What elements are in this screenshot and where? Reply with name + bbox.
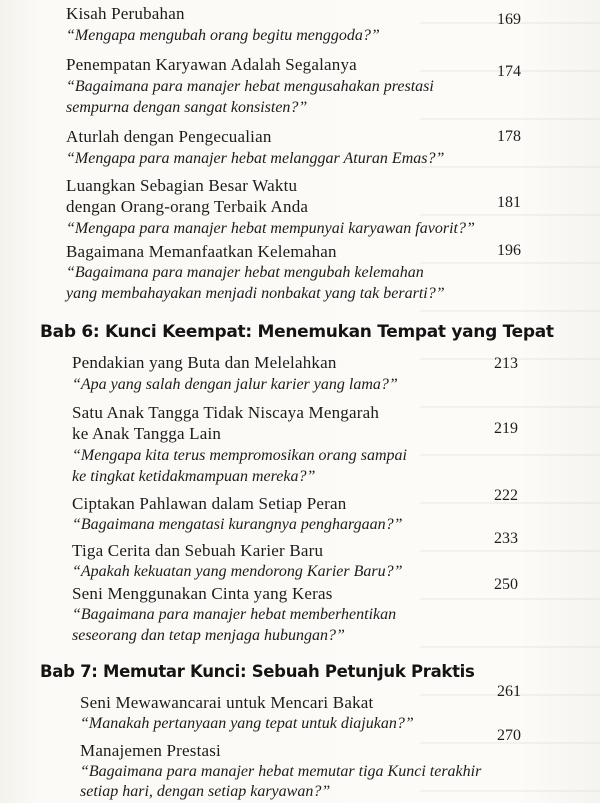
entry-subtitle: “Bagaimana para manajer hebat memberhentikan: [72, 606, 397, 623]
entry-page-number: 270: [497, 727, 521, 744]
entry-title: Penempatan Karyawan Adalah Segalanya: [66, 55, 357, 74]
entry-subtitle: sempurna dengan sangat konsisten?”: [66, 99, 308, 116]
entry-subtitle: “Apa yang salah dengan jalur karier yang lama?”: [72, 376, 398, 393]
entry-title: Pendakian yang Buta dan Melelahkan: [72, 353, 337, 372]
entry-subtitle: “Bagaimana para manajer hebat mengusahakan prestasi: [66, 78, 434, 95]
entry-page-number: 261: [497, 683, 521, 700]
chapter-7-heading[interactable]: Bab 7: Memutar Kunci: Sebuah Petunjuk Praktis: [40, 662, 475, 681]
entry-subtitle: “Bagaimana mengatasi kurangnya penghargaan?”: [72, 516, 403, 533]
entry-title: Satu Anak Tangga Tidak Niscaya Mengarah: [72, 403, 380, 422]
entry-subtitle: ke tingkat ketidakmampuan mereka?”: [72, 468, 316, 485]
entry-page-number: 196: [497, 242, 521, 259]
entry-title: Seni Mewawancarai untuk Mencari Bakat: [80, 693, 374, 712]
entry-page-number: 178: [497, 128, 521, 145]
entry-page-number: 213: [494, 355, 518, 372]
entry-subtitle: “Mengapa mengubah orang begitu menggoda?”: [66, 27, 380, 44]
entry-page-number: 233: [494, 530, 518, 547]
entry-title: dengan Orang-orang Terbaik Anda: [66, 197, 309, 216]
entry-subtitle: “Manakah pertanyaan yang tepat untuk diajukan?”: [80, 715, 414, 732]
entry-title: Tiga Cerita dan Sebuah Karier Baru: [72, 541, 324, 560]
chapter-6-heading[interactable]: Bab 6: Kunci Keempat: Menemukan Tempat yang Tepat: [40, 322, 554, 342]
entry-subtitle: “Mengapa para manajer hebat mempunyai karyawan favorit?”: [66, 220, 475, 237]
entry-page-number: 219: [494, 420, 518, 437]
entry-subtitle: “Bagaimana para manajer hebat mengubah kelemahan: [66, 264, 424, 281]
entry-title: ke Anak Tangga Lain: [72, 424, 222, 443]
entry-title: Ciptakan Pahlawan dalam Setiap Peran: [72, 494, 347, 513]
entry-subtitle: yang membahayakan menjadi nonbakat yang tak berarti?”: [66, 285, 445, 302]
entry-title: Bagaimana Memanfaatkan Kelemahan: [66, 242, 337, 261]
entry-title: Aturlah dengan Pengecualian: [66, 127, 272, 146]
entry-title: Luangkan Sebagian Besar Waktu: [66, 176, 298, 195]
entry-subtitle: setiap hari, dengan setiap karyawan?”: [80, 783, 331, 800]
entry-subtitle: “Apakah kekuatan yang mendorong Karier Baru?”: [72, 563, 403, 580]
entry-page-number: 174: [497, 63, 521, 80]
entry-subtitle: “Mengapa para manajer hebat melanggar Aturan Emas?”: [66, 150, 445, 167]
entry-title: Seni Menggunakan Cinta yang Keras: [72, 584, 333, 603]
entry-subtitle: “Bagaimana para manajer hebat memutar tiga Kunci terakhir: [80, 763, 482, 780]
entry-page-number: 181: [497, 194, 521, 211]
entry-title: Kisah Perubahan: [66, 4, 185, 23]
entry-page-number: 169: [497, 11, 521, 28]
entry-subtitle: seseorang dan tetap menjaga hubungan?”: [72, 627, 345, 644]
entry-subtitle: “Mengapa kita terus mempromosikan orang sampai: [72, 447, 407, 464]
entry-title: Manajemen Prestasi: [80, 741, 221, 760]
entry-page-number: 250: [494, 576, 518, 593]
entry-page-number: 222: [494, 487, 518, 504]
